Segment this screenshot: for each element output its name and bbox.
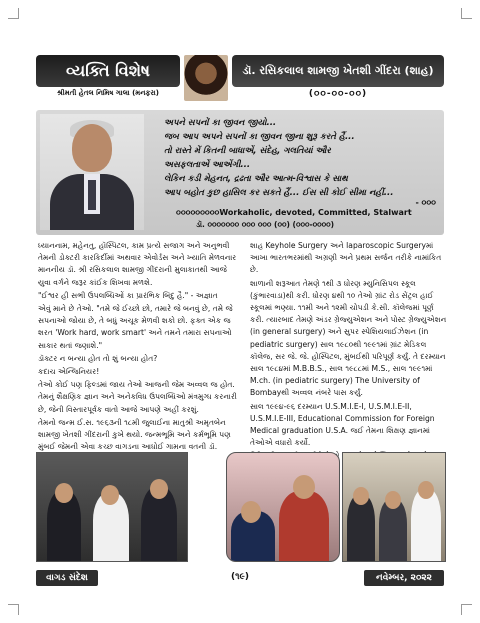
photo-strip (36, 452, 444, 562)
quote-panel (36, 110, 444, 235)
crop-mark-top-left (8, 8, 19, 19)
quote-line: જબ આપ અપને સપનોં કા જીવન જીના શુરૂ કરતે હૈં... (164, 132, 355, 142)
crop-mark-top-right (461, 8, 472, 19)
quote-line: આપ બહોત કુછ હાસિલ કર સકતે હૈં... ઈસ સી કોઈ સીમા નહીં... (164, 188, 394, 198)
doctor-photo (40, 114, 144, 230)
paragraph: તેમનો જન્મ ઈ.સ. ૧૯૬૩ની ૧૮મી જુલાઈના માતુશ્રી અમૃતબેન શામજી ખેતશી ગીંદરાની કુખે થયો. જન્મભૂમિ અને કર્મભૂમિ પણ મુંબઈ જેમની એવા કચ્છ વાગડના આધોઈ ગામના વતની ડૉ. (38, 417, 231, 452)
text-column-right (250, 240, 448, 464)
page-footer (36, 570, 444, 588)
award-photo (36, 452, 188, 562)
paragraph: "ઈશ્વર હી સભી ઉપલબ્ધિઓં કા પ્રારંભિક બિંદુ હૈ." - અજ્ઞાત (38, 290, 218, 300)
paragraph: સાલ ૧૯૯૪-૯૬ દરમ્યાન U.S.M.I.E-I, U.S.M.I.E-II, U.S.M.I.E-III, Educational Commission for Foreign Medical graduation U.S.A. જઈ તેમના શિક્ષણ જ્ઞાનમાં તેઓએ વધારો કર્યો. (250, 401, 435, 448)
page-number: (૧૯) (231, 572, 249, 582)
quote-line: અપને સપનોં કા જીવન જીયો... (164, 118, 277, 128)
quote-attribution: - ૦૦૦ (415, 198, 436, 207)
quote-line: અસફલતાએં આએંગી... (164, 160, 251, 170)
felicitation-photo (226, 452, 340, 562)
paragraph: એવું માને છે તેઓ. "તમે જે ઈચ્છો છો, તમારે જે બનવું છે, તમે જે સપનાઓ જોયા છે, તે બધું અચૂક મેળવી શકો છો. ફક્ત એક જ શરત 'Work hard, work smart' અને તમને તમારા સપનાઓ સાકાર થતાં જણાશે." (38, 304, 233, 350)
paragraph: શાળાની શરૂઆત તેમણે ૧થી ૩ ધોરણ મ્યુનિસિપલ સ્કૂલ (કુંભારવાડા)થી કરી. ધોરણ ૪થી ૧૦ તેઓ ગ્રાંટ રોડ સેંટ્રલ હાઈ સ્કૂલમાં ભણ્યા. ૧૧મી અને ૧૨મી ચોપડી કે.સી. કૉલેજમાં પૂર્ણ કરી. ત્યારબાદ તેમણે અંડર ગ્રેજ્યુએશન અને પોસ્ટ ગ્રેજ્યુએશન (in general surgery) અને સુપર સ્પેશિયલાઈઝેશન (in pediatric surgery) સાલ ૧૯૮૦થી ૧૯૯૧માં ગ્રાંટ મેડિકલ કૉલેજ, સર જે. જે. હોસ્પિટલ, મુંબઈથી પરિપૂર્ણ કર્યું. તે દરમ્યાન સાલ ૧૯૮૪માં M.B.B.S., સાલ ૧૯૮૮માં M.S., સાલ ૧૯૯૧માં M.ch. (in pediatric surgery) The University of Bombayથી અવ્વલ નંબરે પાસ કર્યું. (250, 278, 447, 398)
tagline: ૦૦૦૦૦૦૦૦૦Workaholic, devoted, Committed, Stalwart (176, 208, 412, 217)
section-label: વ્યક્તિ વિશેષ (36, 55, 180, 87)
article-header (36, 55, 444, 103)
crop-mark-bottom-right (461, 604, 472, 615)
issue-month: નવેમ્બર, ૨૦૨૨ (364, 570, 444, 586)
article-dates: (૦૦-૦૦-૦૦) (308, 89, 368, 99)
quote-line: તો રાસ્તે મેં કિતની બાધાએં, સંદેહ, ગલતિયાં ઔર (164, 146, 331, 156)
article-title: ડૉ. રસિકલાલ શામજી ખેતશી ગીંદરા (શાહ) (232, 55, 444, 87)
author-photo (184, 55, 228, 101)
photo-caption: ડૉ. ૦૦૦૦૦૦૦ ૦૦૦ ૦૦૦ (૦૦) (૦૦૦-૦૦૦૦) (196, 220, 335, 229)
magazine-name: વાગડ સંદેશ (36, 570, 98, 586)
quote-line: લેકિન કડી મેહનત, દ્રઢતા ઔર આત્મ-વિશ્વાસ કે સાથ (164, 174, 348, 184)
quote-text (164, 116, 436, 200)
crop-mark-bottom-left (8, 604, 19, 615)
paragraph: ડૉક્ટર ન બન્યા હોત તો શું બન્યા હોત? (38, 353, 158, 363)
author-byline: શ્રીમતી હેતલ નિમિષ ગાલા (મનફરા) (57, 89, 159, 97)
text-column-left (38, 240, 238, 467)
paragraph: ધ્યાનનામ, મહેનતુ, હૉસ્પિટલ, કામ પ્રત્યે સજાગ અને અનુભવી તેમની ડોક્ટરી કારકિર્દીમાં અથવાર એવોર્ડસ અને ખ્યાતિ મેળવનાર માનનીય ડૉ. શ્રી રસિકલાલ શામજી ગીંદરાની મુલાકાતથી આજે યુવા વર્ગને જરૂર કાંઈક શિખવા મળશે. (38, 241, 237, 287)
paragraph: શાહ Keyhole Surgery અને laparoscopic Surgeryમાં આખા ભારતભરમાંથી અગ્રણી અને પ્રથમ સર્જન તરીકે નામાંકિત છે. (250, 241, 442, 275)
paragraph: કદાચ એન્જિનિયર! (38, 367, 100, 377)
paragraph: તેઓ કોઈ પણ ફિલ્ડમાં જાય તેઓ આજની જેમ અવ્વલ જ હોત. તેમનું શૈક્ષણિક જ્ઞાન અને અનેકવિધ ઉપલબ્ધિઓ મંત્રમુગ્ધ કરનારી છે, જેની વિસ્તારપૂર્વક વાતો આજે આપણે અહીં કરશું. (38, 380, 237, 414)
group-photo (342, 452, 446, 562)
